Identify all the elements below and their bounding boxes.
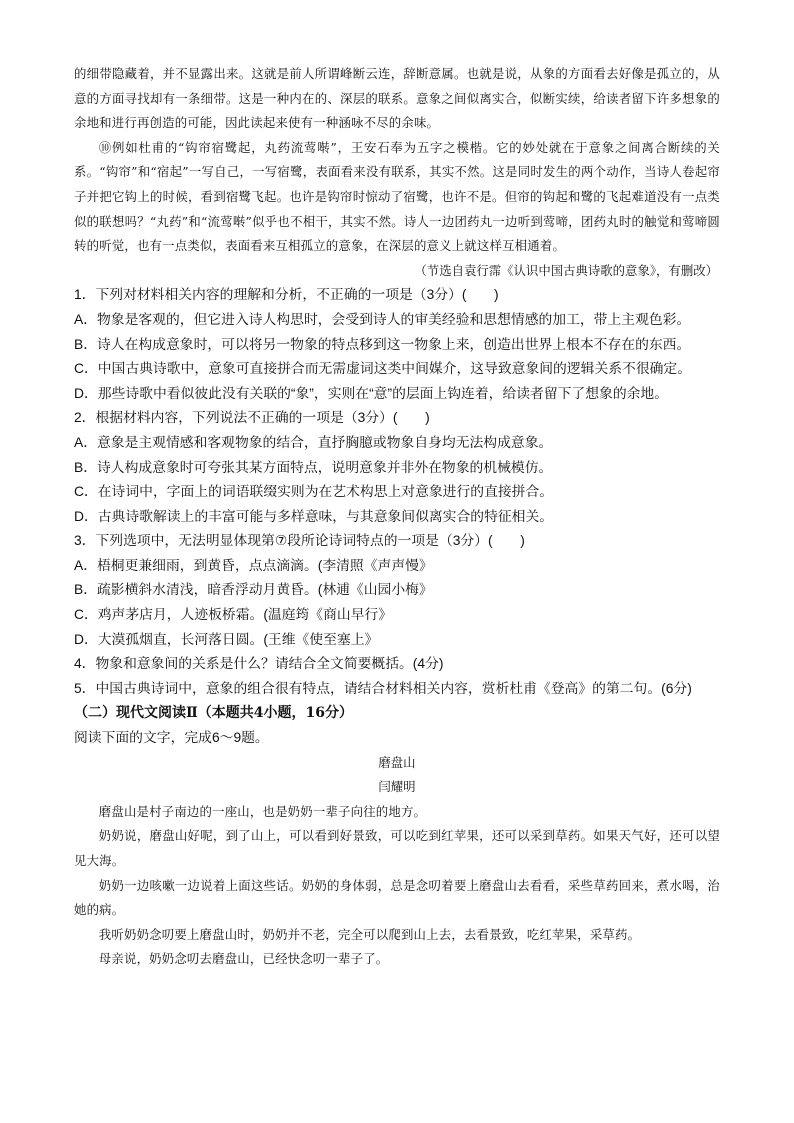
passage-paragraph-1: 的细带隐藏着，并不显露出来。这就是前人所谓峰断云连，辞断意属。也就是说，从象的方面看去好像是孤立的，从意的方面寻找却有一条细带。这是一种内在的、深层的联系。意象之间似离实合，似断实续，给读者留下许多想象的余地和进行再创造的可能，因此读起来使有一种涵咏不尽的余味。	[74, 66, 720, 131]
question-list	[74, 283, 720, 701]
story-title: 磨盘山	[378, 754, 416, 770]
story-paragraph-3: 奶奶一边咳嗽一边说着上面这些话。奶奶的身体弱，总是念叨着要上磨盘山去看看，采些草药回来，煮水喝，治她的病。	[74, 877, 720, 918]
question-3-option-b: B．疏影横斜水清浅，暗香浮动月黄昏。(林逋《山园小梅》	[74, 582, 433, 598]
question-3-option-a: A．梧桐更兼细雨，到黄昏，点点滴滴。(李清照《声声慢》	[74, 557, 433, 573]
question-3-option-c: C．鸡声茅店月，人迹板桥霜。(温庭筠《商山早行》	[74, 607, 393, 623]
passage-paragraph-2: ⑩例如杜甫的“钩帘宿鹭起，丸药流莺啭”，王安石奉为五字之模楷。它的妙处就在于意象之间离合断续的关系。“钩帘”和“宿起”一写自己，一写宿鹭，表面看来没有联系，其实不然。这是同时发生的两个动作，当诗人卷起帘子并把它钩上的时候，看到宿鹭飞起。也许是钩帘时惊动了宿鹭，也许不是。但帘的钩起和鹭的飞起难道没有一点类似的联想吗？“丸药”和“流莺啭”似乎也不相干，其实不然。诗人一边团药丸一边听到莺啼，团药丸时的触觉和莺啼圆转的听觉，也有一点类似，表面看来互相孤立的意象，在深层的意义上就这样互相通着。	[74, 139, 720, 254]
question-2: 2．根据材料内容，下列说法不正确的一项是（3分）( )	[74, 410, 430, 426]
story-paragraph-4: 我听奶奶念叨要上磨盘山时，奶奶并不老，完全可以爬到山上去，去看景致，吃红苹果，采草药。	[98, 926, 641, 942]
question-2-option-d: D．古典诗歌解读上的丰富可能与多样意味，与其意象间似离实合的特征相关。	[74, 508, 554, 524]
question-2-option-c: C．在诗词中，字面上的词语联缀实则为在艺术构思上对意象进行的直接拼合。	[74, 484, 554, 500]
story-paragraph-1: 磨盘山是村子南边的一座山，也是奶奶一辈子向往的地方。	[98, 803, 427, 819]
question-1: 1．下列对材料相关内容的理解和分析，不正确的一项是（3分）( )	[74, 287, 499, 303]
question-1-option-b: B．诗人在构成意象时，可以将另一物象的特点移到这一物象上来，创造出世界上根本不存在的东西。	[74, 336, 691, 352]
story-body	[74, 800, 720, 972]
question-1-option-a: A．物象是客观的，但它进入诗人构思时，会受到诗人的审美经验和思想情感的加工，带上主观色彩。	[74, 311, 691, 327]
question-3: 3．下列选项中，无法明显体现第⑦段所论诗词特点的一项是（3分）( )	[74, 533, 525, 549]
story-paragraph-2: 奶奶说，磨盘山好呢，到了山上，可以看到好景致，可以吃到红苹果，还可以采到草药。如果天气好，还可以望见大海。	[74, 828, 720, 868]
question-3-option-d: D．大漠孤烟直，长河落日圆。(王维《使至塞上》	[74, 631, 379, 647]
section-heading: （二）现代文阅读Ⅱ（本题共4小题，16分）	[74, 705, 354, 722]
question-1-option-c: C．中国古典诗歌中，意象可直接拼合而无需虚词这类中间媒介，这导致意象间的逻辑关系不很确定。	[74, 361, 692, 377]
section-instruction: 阅读下面的文字，完成6～9题。	[74, 730, 269, 746]
question-2-option-a: A．意象是主观情感和客观物象的结合，直抒胸臆或物象自身均无法构成意象。	[74, 434, 553, 450]
question-2-option-b: B．诗人构成意象时可夸张其某方面特点，说明意象并非外在物象的机械模仿。	[74, 459, 553, 475]
question-4: 4．物象和意象间的关系是什么？请结合全文简要概括。(4分)	[74, 656, 444, 672]
story-author: 闫耀明	[378, 779, 416, 795]
question-5: 5．中国古典诗词中，意象的组合很有特点，请结合材料相关内容，赏析杜甫《登高》的第二句。(6分)	[74, 680, 692, 696]
story-paragraph-5: 母亲说，奶奶念叨去磨盘山，已经快念叨一辈子了。	[98, 951, 389, 967]
passage-source: （节选自袁行霈《认识中国古典诗歌的意象》，有删改）	[414, 262, 718, 278]
question-1-option-d: D．那些诗歌中看似彼此没有关联的“象”，实则在“意”的层面上钩连着，给读者留下了想象的余地。	[74, 385, 669, 401]
